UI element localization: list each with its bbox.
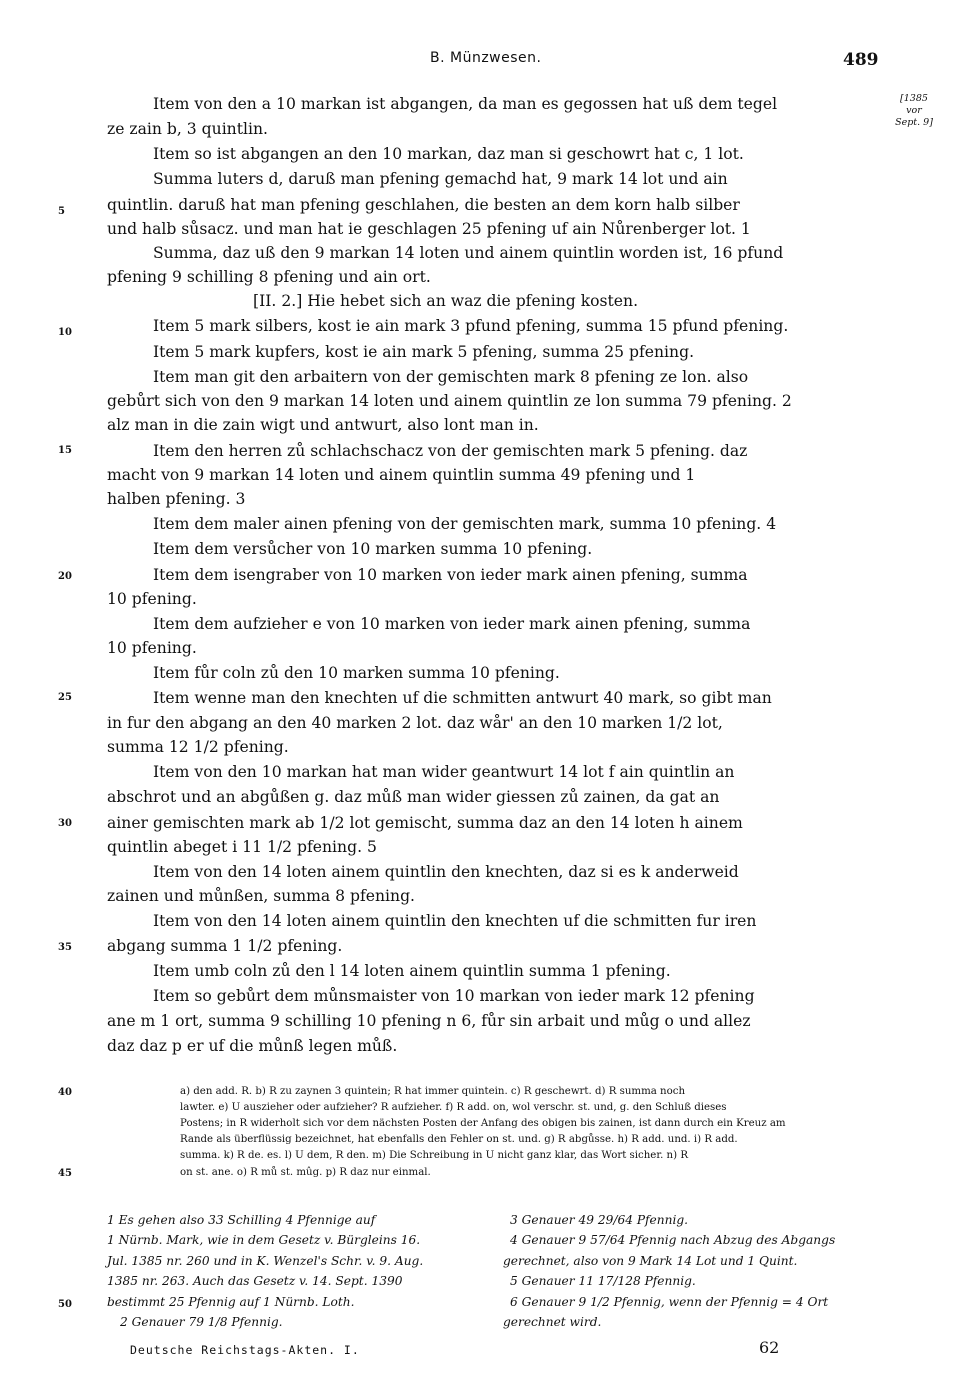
date-line: [1385 <box>900 93 928 104</box>
text-line: Item wenne man den knechten uf die schmitten antwurt 40 mark, so gibt man <box>153 689 772 707</box>
editor-note-line: gerechnet, also von 9 Mark 14 Lot und 1 Quint. <box>503 1254 798 1268</box>
editor-note-line: 6 Genauer 9 1/2 Pfennig, wenn der Pfennig = 4 Ort <box>510 1295 829 1309</box>
text-line: Item dem isengraber von 10 marken von ieder mark ainen pfening, summa <box>153 566 748 584</box>
text-line: 10 pfening. <box>107 639 197 657</box>
text-line: abschrot und an abgůßen g. daz můß man wider giessen zů zainen, da gat an <box>107 788 720 806</box>
text-line: Item fůr coln zů den 10 marken summa 10 pfening. <box>153 664 560 682</box>
date-line: Sept. 9] <box>895 117 933 128</box>
text-line: 10 pfening. <box>107 590 197 608</box>
line-number: 15 <box>58 445 72 456</box>
text-line: Item dem versůcher von 10 marken summa 10 pfening. <box>153 540 593 558</box>
text-line: Item so ist abgangen an den 10 markan, daz man si geschowrt hat c, 1 lot. <box>153 145 744 163</box>
line-number: 40 <box>58 1087 72 1098</box>
variant-note-line: lawter. e) U auszieher oder aufzieher? R aufzieher. f) R add. on, wol verschr. st. und, g. den Schluß dieses <box>180 1102 727 1113</box>
text-line: Item von den a 10 markan ist abgangen, da man es gegossen hat uß dem tegel <box>153 95 778 113</box>
text-line: Item von den 10 markan hat man wider geantwurt 14 lot f ain quintlin an <box>153 763 735 781</box>
margin-date-note <box>874 93 954 129</box>
line-number: 10 <box>58 327 72 338</box>
editor-note-line: 3 Genauer 49 29/64 Pfennig. <box>510 1213 689 1227</box>
line-number: 35 <box>58 942 72 953</box>
text-line: Item den herren zů schlachschacz von der gemischten mark 5 pfening. daz <box>153 442 748 460</box>
text-line: und halb sůsacz. und man hat ie geschlagen 25 pfening uf ain Nůrenberger lot. 1 <box>107 220 751 238</box>
variant-note-line: Rande als überflüssig bezeichnet, hat ebenfalls den Fehler on st. und. g) R abgůsse. h) R add. und. i) R add. <box>180 1134 738 1145</box>
running-header: B. Münzwesen. <box>430 50 542 66</box>
text-line: Item umb coln zů den l 14 loten ainem quintlin summa 1 pfening. <box>153 962 671 980</box>
editor-note-line: 4 Genauer 9 57/64 Pfennig nach Abzug des Abgangs <box>510 1233 836 1247</box>
line-number: 25 <box>58 692 72 703</box>
text-line: in fur den abgang an den 40 marken 2 lot. daz wår' an den 10 marken 1/2 lot, <box>107 714 723 732</box>
text-line: Item 5 mark kupfers, kost ie ain mark 5 pfening, summa 25 pfening. <box>153 343 695 361</box>
line-number: 5 <box>58 206 65 217</box>
page-number: 489 <box>843 50 879 70</box>
text-line: alz man in die zain wigt und antwurt, also lont man in. <box>107 416 539 434</box>
text-line: Item dem aufzieher e von 10 marken von ieder mark ainen pfening, summa <box>153 615 751 633</box>
text-line: pfening 9 schilling 8 pfening und ain ort. <box>107 268 431 286</box>
date-line: vor <box>906 105 922 116</box>
signature-mark: 62 <box>759 1338 780 1357</box>
text-line: macht von 9 markan 14 loten und ainem quintlin summa 49 pfening und 1 <box>107 466 696 484</box>
text-line: abgang summa 1 1/2 pfening. <box>107 937 343 955</box>
text-line: ane m 1 ort, summa 9 schilling 10 pfening n 6, fůr sin arbait und můg o und allez <box>107 1012 751 1030</box>
variant-note-line: a) den add. R. b) R zu zaynen 3 quintein; R hat immer quintein. c) R geschewrt. d) R summa noch <box>180 1086 686 1097</box>
text-line: zainen und můnßen, summa 8 pfening. <box>107 887 416 905</box>
text-line: Summa luters d, daruß man pfening gemachd hat, 9 mark 14 lot und ain <box>153 170 728 188</box>
text-line: summa 12 1/2 pfening. <box>107 738 289 756</box>
variant-note-line: Postens; in R widerholt sich vor dem nächsten Posten der Anfang des obigen bis zainen, ist dann durch ein Kreuz am <box>180 1118 786 1129</box>
variant-note-line: on st. ane. o) R mů st. mûg. p) R daz nur einmal. <box>180 1167 431 1178</box>
variant-note-line: summa. k) R de. es. l) U dem, R den. m) Die Schreibung in U nicht ganz klar, das Wort sicher. n) R <box>180 1150 688 1161</box>
series-footer: Deutsche Reichstags-Akten. I. <box>130 1343 360 1357</box>
text-line: daz daz p er uf die můnß legen můß. <box>107 1037 398 1055</box>
text-line: Item von den 14 loten ainem quintlin den knechten, daz si es k anderweid <box>153 863 739 881</box>
editor-note-line: gerechnet wird. <box>503 1315 602 1329</box>
text-line: Item dem maler ainen pfening von der gemischten mark, summa 10 pfening. 4 <box>153 515 777 533</box>
editor-note-line: 1 Nürnb. Mark, wie in dem Gesetz v. Bürgleins 16. <box>107 1233 421 1247</box>
text-line: Item so gebůrt dem můnsmaister von 10 markan von ieder mark 12 pfening <box>153 987 755 1005</box>
line-number: 20 <box>58 571 72 582</box>
editor-note-line: 2 Genauer 79 1/8 Pfennig. <box>120 1315 283 1329</box>
text-line: Item 5 mark silbers, kost ie ain mark 3 pfund pfening, summa 15 pfund pfening. <box>153 317 789 335</box>
text-line: Item man git den arbaitern von der gemischten mark 8 pfening ze lon. also <box>153 368 749 386</box>
line-number: 45 <box>58 1168 72 1179</box>
editor-note-line: 5 Genauer 11 17/128 Pfennig. <box>510 1274 696 1288</box>
text-line: Summa, daz uß den 9 markan 14 loten und ainem quintlin worden ist, 16 pfund <box>153 244 784 262</box>
text-line: ainer gemischten mark ab 1/2 lot gemischt, summa daz an den 14 loten h ainem <box>107 814 743 832</box>
text-line: Item von den 14 loten ainem quintlin den knechten uf die schmitten fur iren <box>153 912 757 930</box>
editor-note-line: Jul. 1385 nr. 260 und in K. Wenzel's Schr. v. 9. Aug. <box>107 1254 424 1268</box>
text-line: quintlin abeget i 11 1/2 pfening. 5 <box>107 838 377 856</box>
line-number: 30 <box>58 818 72 829</box>
text-line: quintlin. daruß hat man pfening geschlahen, die besten an dem korn halb silber <box>107 196 740 214</box>
editor-note-line: 1385 nr. 263. Auch das Gesetz v. 14. Sept. 1390 <box>107 1274 403 1288</box>
text-line: halben pfening. 3 <box>107 490 246 508</box>
line-number: 50 <box>58 1299 72 1310</box>
section-heading: [II. 2.] Hie hebet sich an waz die pfening kosten. <box>253 292 639 310</box>
editor-note-line: bestimmt 25 Pfennig auf 1 Nürnb. Loth. <box>107 1295 355 1309</box>
editor-note-line: 1 Es gehen also 33 Schilling 4 Pfennige auf <box>107 1213 376 1227</box>
text-line: gebůrt sich von den 9 markan 14 loten und ainem quintlin ze lon summa 79 pfening. 2 <box>107 392 792 410</box>
text-line: ze zain b, 3 quintlin. <box>107 120 268 138</box>
